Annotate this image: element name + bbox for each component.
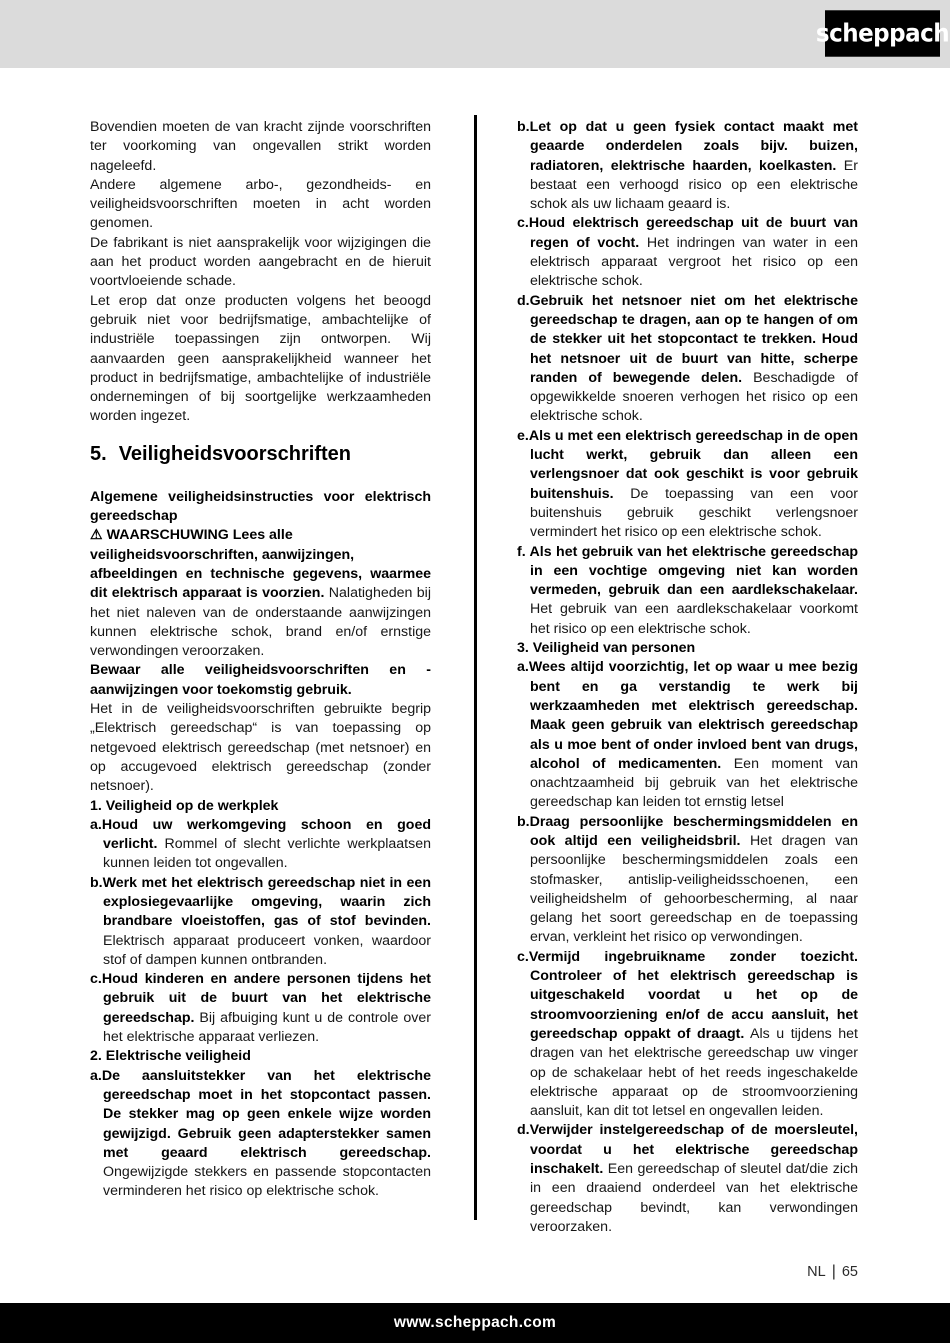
- list-item-marker: c.: [517, 215, 529, 232]
- list-item-marker: f.: [517, 543, 526, 560]
- list-item-marker: a.: [90, 1067, 102, 1084]
- scheppach-logo: [815, 10, 950, 56]
- list-item-marker: b.: [90, 874, 103, 891]
- section-heading: [90, 442, 431, 466]
- list-item-marker: b.: [517, 119, 530, 135]
- column-divider: [474, 115, 477, 1220]
- right-column: [517, 118, 858, 1237]
- list-item: b.Werk met het elektrisch gereedschap niet in een explosiegevaarlijke omgeving, waarin zich brandbare vloeistoffen, gas of stof bevinden. Elektrisch apparaat produceert vonken, waardoor stof of dampen kunnen ontbranden.: [90, 874, 431, 968]
- list-item-marker: c.: [517, 948, 529, 965]
- scheppach-logo-text: scheppach: [815, 19, 950, 48]
- paragraph: Het in de veiligheidsvoorschriften gebruikte begrip „Elektrisch gereedschap“ is van toepassing op netgevoed elektrisch gereedschap (met netsnoer) en op accugevoed elektrisch gereedschap (zonder netsnoer).: [90, 701, 431, 795]
- list-item: a.De aansluitstekker van het elektrische gereedschap moet in het stopcontact passen. De stekker mag op geen enkele wijze worden gewijzigd. Gebruik geen adapterstekker samen met geaard elektrisch gereedschap. Ongewijzigde stekkers en passende stopcontacten verminderen het risico op elektrische schok.: [90, 1067, 431, 1200]
- section-number: 5.: [90, 442, 107, 465]
- header-band: [0, 0, 950, 68]
- page-number-value: 65: [841, 1264, 858, 1280]
- paragraph: Andere algemene arbo-, gezondheids- en veiligheidsvoorschriften moeten in acht worden genomen.: [90, 176, 431, 232]
- sub-heading: 1. Veiligheid op de werkplek: [90, 797, 279, 814]
- list-item: b.Let op dat u geen fysiek contact maakt met geaarde onderdelen zoals bijv. buizen, radiatoren, elektrische haarden, koelkasten. Er bestaat een verhoogd risico op een elektrische schok als uw lichaam geaard is.: [517, 119, 858, 213]
- website-url: www.scheppach.com: [393, 1314, 557, 1331]
- page-number: [807, 1263, 858, 1281]
- footer-bar: [0, 1303, 950, 1343]
- sub-heading: 2. Elektrische veiligheid: [90, 1048, 251, 1065]
- sub-heading: Algemene veiligheidsinstructies voor elektrisch gereedschap: [90, 488, 431, 525]
- sub-heading: Bewaar alle veiligheidsvoorschriften en -aanwijzingen voor toekomstig gebruik.: [90, 662, 431, 698]
- page-number-separator: |: [831, 1263, 836, 1280]
- sub-heading: 3. Veiligheid van personen: [517, 640, 696, 657]
- list-item-marker: d.: [517, 292, 530, 309]
- paragraph: De fabrikant is niet aansprakelijk voor wijzigingen die aan het product worden aangebracht en de hieruit voortvloeiende schade.: [90, 234, 431, 290]
- paragraph: Bovendien moeten de van kracht zijnde voorschriften ter voorkoming van ongevallen strikt worden nageleefd.: [90, 119, 431, 174]
- list-item-marker: b.: [517, 813, 530, 830]
- list-item: f. Als het gebruik van het elektrische gereedschap in een vochtige omgeving niet kan worden vermeden, gebruik dan een aardlekschakelaar. Het gebruik van een aardlekschakelaar voorkomt het risico op een elektrische schok.: [517, 543, 858, 637]
- list-item: d.Verwijder instelgereedschap of de moersleutel, voordat u het elektrische gereedschap inschakelt. Een gereedschap of sleutel dat/die zich in een draaiend onderdeel van het elektrische gereedschap bevindt, kan verwondingen veroorzaken.: [517, 1122, 858, 1235]
- list-item: c.Houd elektrisch gereedschap uit de buurt van regen of vocht. Het indringen van water in een elektrisch apparaat vergroot het risico op een elektrische schok.: [517, 215, 858, 290]
- list-item-marker: c.: [90, 971, 102, 988]
- list-item-marker: d.: [517, 1122, 530, 1139]
- list-item-marker: a.: [517, 659, 529, 676]
- list-item: a.Wees altijd voorzichtig, let op waar u mee bezig bent en ga verstandig te werk bij werkzaamheden met elektrisch gereedschap. Maak geen gebruik van elektrisch gereedschap als u moe bent of onder invloed bent van drugs, alcohol of medicamenten. Een moment van onachtzaamheid bij gebruik van het elektrische gereedschap kan leiden tot ernstig letsel: [517, 659, 858, 811]
- list-item: b.Draag persoonlijke beschermingsmiddelen en ook altijd een veiligheidsbril. Het dragen van persoonlijke beschermingsmiddelen zoals een stofmasker, antislip-veiligheidsschoenen, een veiligheidshelm of gehoorbescherming, al naar gelang het soort gereedschap en de toepassing ervan, verkleint het risico op verwondingen.: [517, 813, 858, 946]
- list-item: c.Vermijd ingebruikname zonder toezicht. Controleer of het elektrisch gereedschap is uitgeschakeld voordat u het op de stroomvoorziening en/of de accu aansluit, het gereedschap oppakt of draagt. Als u tijdens het dragen van het elektrische gereedschap uw vinger op de schakelaar hebt of het reeds ingeschakelde elektrische apparaat op de stroomvoorziening aansluit, kan dit tot letsel en ongevallen leiden.: [517, 948, 858, 1120]
- list-item: c.Houd kinderen en andere personen tijdens het gebruik uit de buurt van het elektrische gereedschap. Bij afbuiging kunt u de controle over het elektrische apparaat verliezen.: [90, 971, 431, 1046]
- list-item-marker: e.: [517, 427, 529, 444]
- section-title: Veiligheidsvoorschriften: [118, 442, 351, 465]
- paragraph: Let erop dat onze producten volgens het beoogd gebruik niet voor bedrijfsmatige, ambachtelijke of industriële toepassingen zijn ontworpen. Wij aanvaarden geen aansprakelijkheid wanneer het product in bedrijfsmatige, ambachtelijke of industriële ondernemingen of bij soortgelijke werkzaamheden worden ingezet.: [90, 292, 431, 425]
- list-item: e.Als u met een elektrisch gereedschap in de open lucht werkt, gebruik dan alleen een verlengsnoer dat ook geschikt is voor gebruik buitenshuis. De toepassing van een voor buitenshuis gebruik geschikt verlengsnoer vermindert het risico op een elektrische schok.: [517, 427, 858, 541]
- left-column: [90, 118, 431, 1202]
- list-item-marker: a.: [90, 816, 102, 833]
- list-item: d.Gebruik het netsnoer niet om het elektrische gereedschap te dragen, aan op te hangen of om de stekker uit het stopcontact te trekken. Houd het netsnoer uit de buurt van hitte, scherpe randen of bewegende delen. Beschadigde of opgewikkelde snoeren verhogen het risico op een elektrische schok.: [517, 292, 858, 425]
- page-language-code: NL: [807, 1264, 826, 1280]
- list-item: a.Houd uw werkomgeving schoon en goed verlicht. Rommel of slecht verlichte werkplaatsen kunnen leiden tot ongevallen.: [90, 816, 431, 872]
- paragraph: ⚠ WAARSCHUWING Lees alle veiligheidsvoorschriften, aanwijzingen, afbeeldingen en technische gegevens, waarmee dit elektrisch apparaat is voorzien. Nalatigheden bij het niet naleven van de onderstaande aanwijzingen kunnen elektrische schok, brand en/of ernstige verwondingen veroorzaken.: [90, 527, 431, 660]
